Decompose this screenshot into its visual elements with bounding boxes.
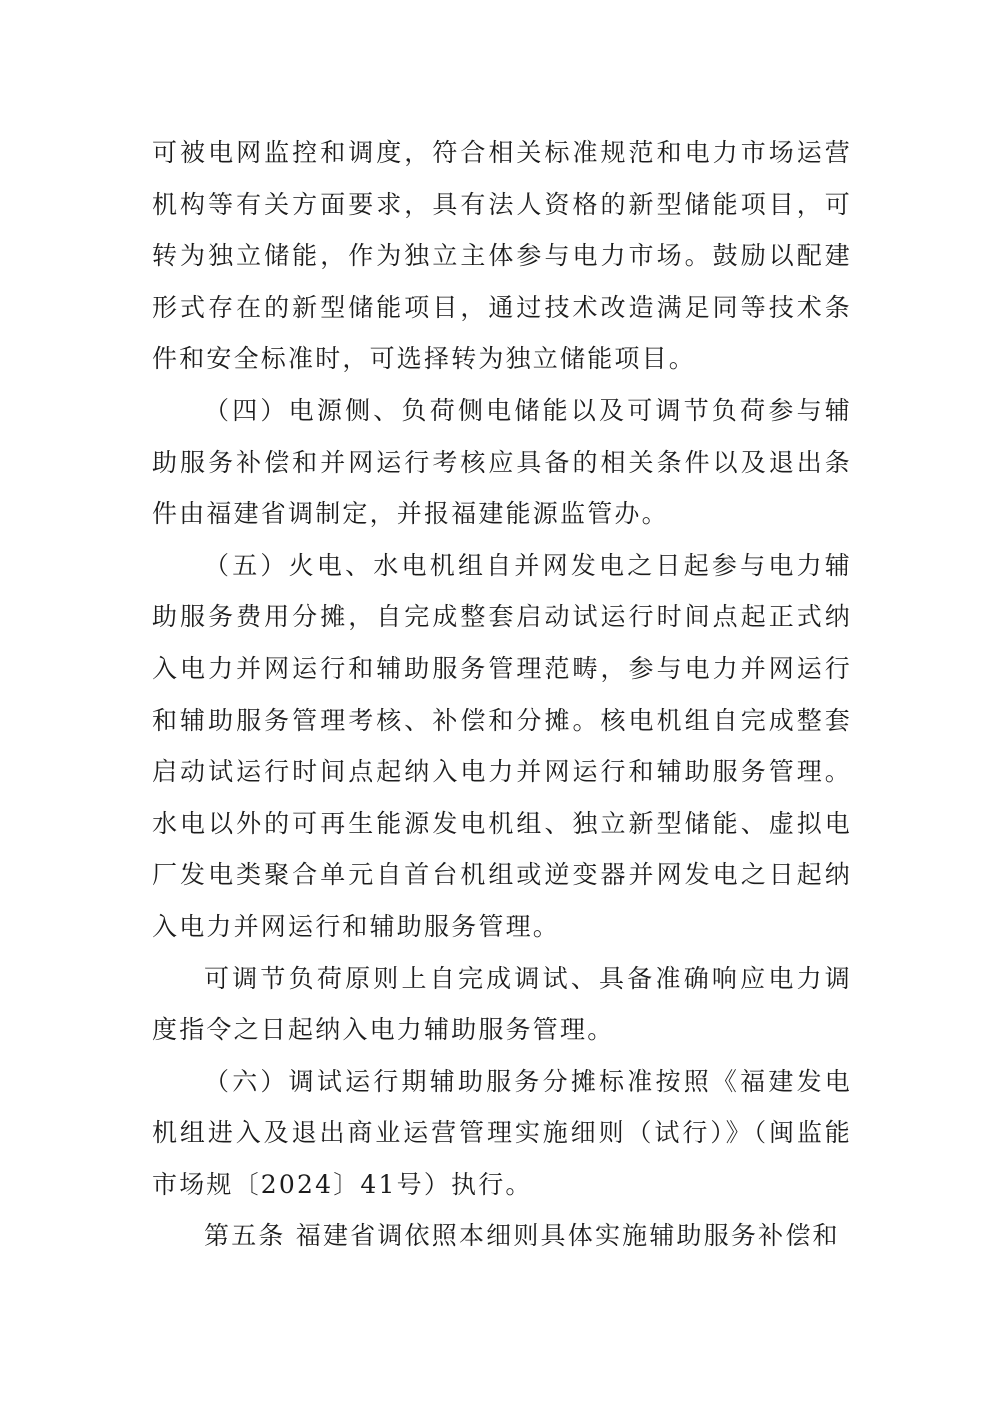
document-body <box>152 127 852 1262</box>
paragraph-adjustable-load: 可调节负荷原则上自完成调试、具备准确响应电力调度指令之日起纳入电力辅助服务管理。 <box>152 963 852 1045</box>
paragraph-item-4: （四）电源侧、负荷侧电储能以及可调节负荷参与辅助服务补偿和并网运行考核应具备的相关条件以及退出条件由福建省调制定，并报福建能源监管办。 <box>152 395 852 529</box>
paragraph-item-5: （五）火电、水电机组自并网发电之日起参与电力辅助服务费用分摊，自完成整套启动试运行时间点起正式纳入电力并网运行和辅助服务管理范畴，参与电力并网运行和辅助服务管理考核、补偿和分摊。核电机组自完成整套启动试运行时间点起纳入电力并网运行和辅助服务管理。水电以外的可再生能源发电机组、独立新型储能、虚拟电厂发电类聚合单元自首台机组或逆变器并网发电之日起纳入电力并网运行和辅助服务管理。 <box>152 550 852 941</box>
paragraph-continuation: 可被电网监控和调度，符合相关标准规范和电力市场运营机构等有关方面要求，具有法人资格的新型储能项目，可转为独立储能，作为独立主体参与电力市场。鼓励以配建形式存在的新型储能项目，通过技术改造满足同等技术条件和安全标准时，可选择转为独立储能项目。 <box>152 138 852 374</box>
paragraph-article-5: 第五条 福建省调依照本细则具体实施辅助服务补偿和 <box>204 1221 840 1251</box>
paragraph-item-6: （六）调试运行期辅助服务分摊标准按照《福建发电机组进入及退出商业运营管理实施细则（试行）》（闽监能市场规〔2024〕41号）执行。 <box>152 1066 852 1199</box>
